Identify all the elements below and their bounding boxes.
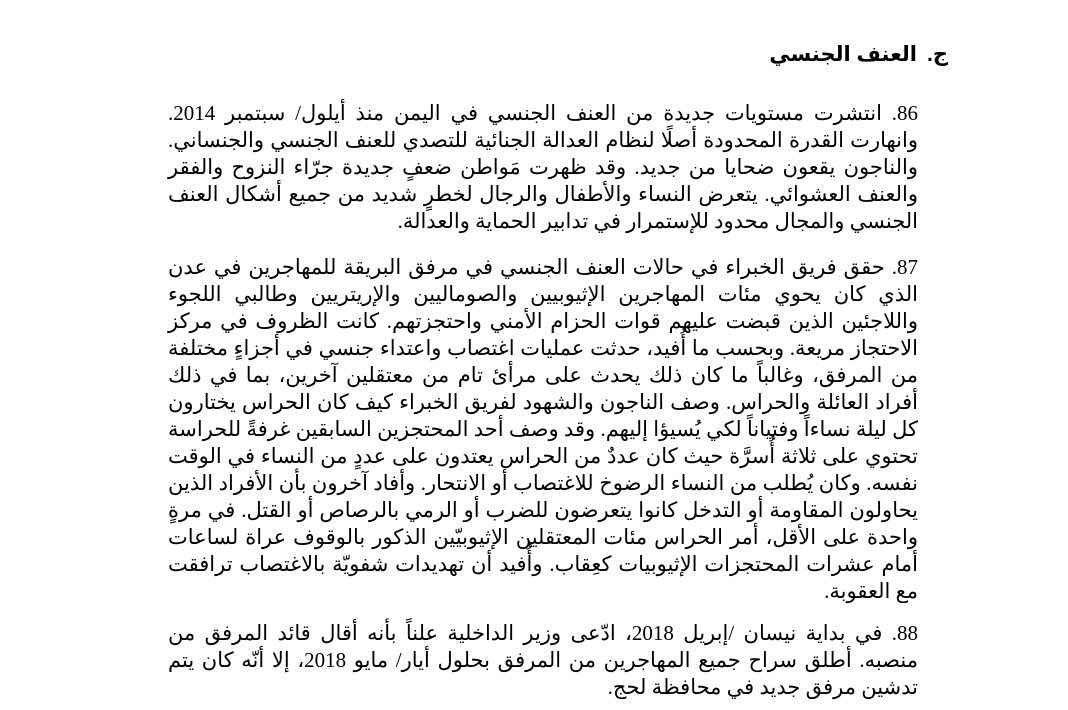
paragraph-86	[168, 100, 918, 235]
paragraph-text: انتشرت مستويات جديدة من العنف الجنسي في اليمن منذ أيلول/ سبتمبر 2014. وانهارت القدرة المحدودة أصلًا لنظام العدالة الجنائية للتصدي للعنف الجنسي والجنساني. والناجون يقعون ضحايا من جديد. وقد ظهرت مَواطن ضعفٍ جديدة جرّاء النزوح والفقر والعنف العشوائي. يتعرض النساء والأطفال والرجال لخطرٍ شديد من جميع أشكال العنف الجنسي والمجال محدود للإستمرار في تدابير الحماية والعدالة.	[168, 101, 918, 233]
paragraph-text: في بداية نيسان /إبريل 2018، ادّعى وزير الداخلية علناً بأنه أقال قائد المرفق من منصبه. أطلق سراح جميع المهاجرين من المرفق بحلول أيار/ مايو 2018، إلا أنّه كان يتم تدشين مرفق جديد في محافظة لحج.	[168, 621, 918, 699]
paragraph-88	[168, 620, 918, 701]
paragraph-number: 86.	[891, 101, 918, 125]
section-number: ج.	[927, 43, 948, 66]
paragraph-87	[168, 254, 918, 605]
paragraph-number: 87.	[891, 255, 919, 279]
paragraph-number: 88.	[891, 621, 919, 645]
paragraph-text: حقق فريق الخبراء في حالات العنف الجنسي في مرفق البريقة للمهاجرين في عدن الذي كان يحوي مئات المهاجرين الإثيوبيين والصوماليين والإريتريين وطالبي اللجوء واللاجئين الذين قبضت عليهم قوات الحزام الأمني واحتجزتهم. كانت الظروف في مركز الاحتجاز مريعة. وبحسب ما أُفيد، حدثت عمليات اغتصاب واعتداء جنسي في أجزاءٍ مختلفة من المرفق، وغالباً ما كان ذلك يحدث على مرأئ تام من معتقلين آخرين، بما في ذلك أفراد العائلة والحراس. وصف الناجون والشهود لفريق الخبراء كيف كان الحراس يختارون كل ليلة نساءاً وفتياناً لكي يُسيؤا إليهم. وقد وصف أحد المحتجزين السابقين غرفةً للحراسة تحتوي على ثلاثة أُسرَّة حيث كان عددٌ من الحراس يعتدون على عددٍ من النساء في الوقت نفسه. وكان يُطلب من النساء الرضوخ للاغتصاب أو الانتحار. وأفاد آخرون بأن الأفراد الذين يحاولون المقاومة أو التدخل كانوا يتعرضون للضرب أو الرمي بالرصاص أو القتل. في مرةٍ واحدة على الأقل، أمر الحراس مئات المعتقلين الإثيوبيّين الذكور بالوقوف عراة لساعات أمام عشرات المحتجزات الإثيوبيات كعِقاب. وأُفيد أن تهديدات شفويّة بالاغتصاب ترافقت مع العقوبة.	[168, 255, 918, 603]
section-heading	[769, 40, 948, 70]
section-title: العنف الجنسي	[769, 43, 918, 66]
